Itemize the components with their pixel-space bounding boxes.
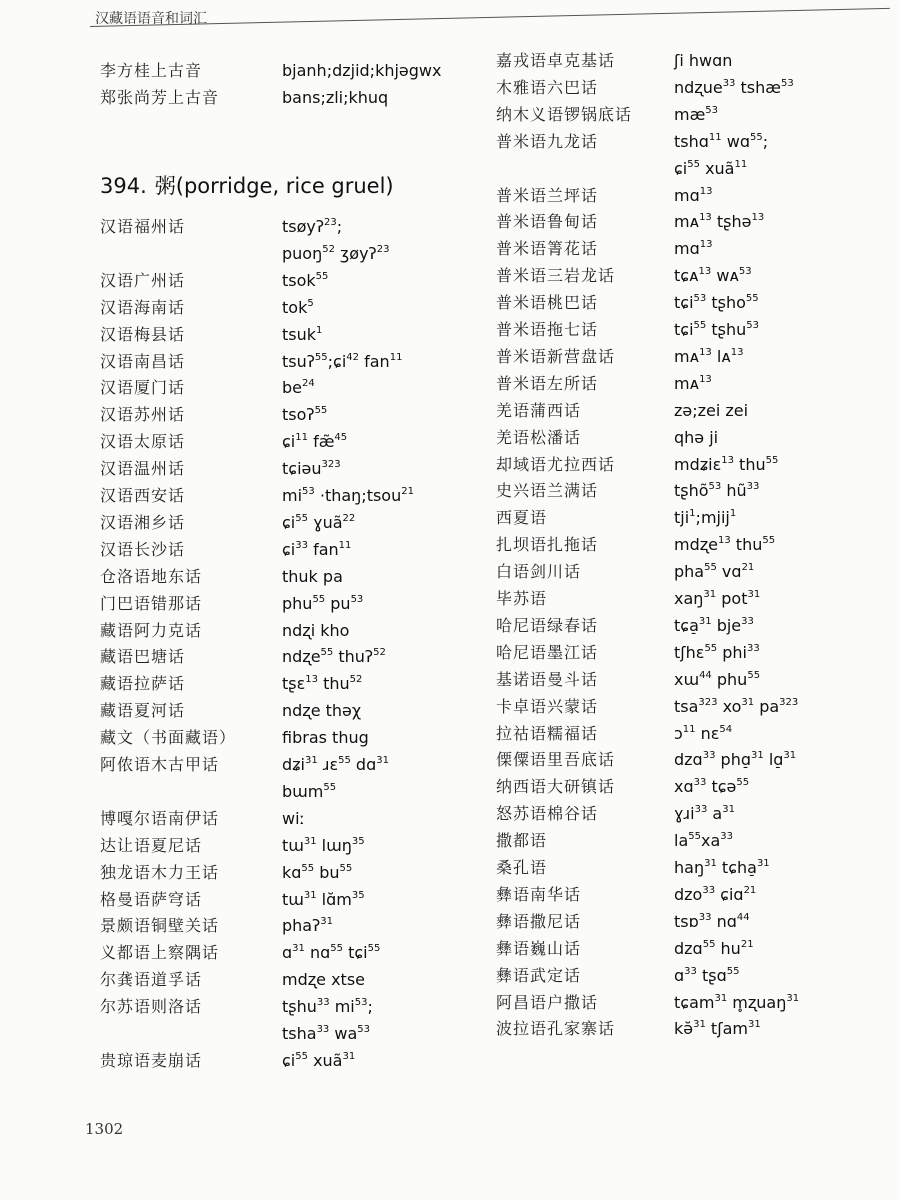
phonetic-form: dʑi$^{31}$ ɹɛ$^{55}$ dɑ$^{31}$ (282, 755, 389, 774)
phonetic-form: ɣɹi$^{33}$ $a^{31}$ (674, 804, 735, 824)
phonetic-form: xɑ$^{33}$ tɕə$^{55}$ (674, 777, 750, 797)
phonetic-form: tɕi$^{55}$ tʂhu$^{53}$ (674, 320, 759, 339)
language-name: 格曼语萨穹话 (100, 889, 203, 909)
phonetic-form: tsok$^{55}$ (282, 270, 329, 290)
phonetic-form: ndʐue$^{33}$ tshæ$^{53}$ (674, 77, 794, 97)
language-name: 彝语武定话 (496, 965, 582, 985)
language-name: 羌语松潘话 (496, 427, 582, 447)
phonetic-form: ɑ$^{33}$ tʂɑ$^{55}$ (674, 965, 740, 985)
phonetic-form: ɑ$^{31}$ nɑ$^{55}$ tɕi$^{55}$ (282, 943, 381, 963)
entry-gloss: 粥(porridge, rice gruel) (154, 174, 394, 198)
phonetic-form: tɕiəu$^{323}$ (282, 459, 341, 479)
language-name: 普米语左所话 (496, 373, 599, 393)
language-name: 普米语三岩龙话 (496, 266, 616, 286)
phonetic-form: mᴀ$^{13}$ tʂhə$^{13}$ (674, 212, 765, 232)
language-name: 哈尼语绿春话 (496, 615, 599, 635)
phonetic-form: haŋ$^{31}$ tɕha̠$^{31}$ (674, 858, 770, 877)
language-name: 拉祜语糯福话 (496, 723, 599, 743)
phonetic-form: fibras thug (282, 728, 369, 748)
phonetic-form: xaŋ$^{31}$ pot$^{31}$ (674, 589, 761, 608)
phonetic-form: pha$^{55}$ vɑ$^{21}$ (674, 562, 755, 582)
language-name: 怒苏语棉谷话 (496, 804, 599, 824)
language-name: 尔龚语道孚话 (100, 970, 203, 990)
phonetic-form: ndʐi kho (282, 620, 350, 640)
language-name: 门巴语错那话 (100, 593, 203, 613)
phonetic-form: bɯm$^{55}$ (282, 781, 337, 801)
language-name: 李方桂上古音 (100, 61, 203, 80)
phonetic-form: ɔ$^{11}$ nɛ$^{54}$ (674, 723, 733, 743)
phonetic-form: kə̆$^{31}$ tʃam$^{31}$ (674, 1019, 761, 1039)
phonetic-form: mɑ$^{13}$ (674, 185, 713, 205)
left-column-top (100, 60, 480, 120)
phonetic-form: wiː (282, 808, 305, 828)
right-column (496, 50, 886, 1060)
phonetic-form: $be^{24}$ (282, 378, 315, 398)
phonetic-form: phaʔ$^{31}$ (282, 916, 333, 936)
phonetic-form: ɕi$^{11}$ fæ̃$^{45}$ (282, 432, 348, 452)
left-column (100, 216, 480, 1096)
phonetic-form: bjanh;dzjid;khjəgwx (282, 61, 442, 80)
phonetic-form: bans;zli;khuq (282, 88, 389, 107)
language-name: 汉语长沙话 (100, 539, 186, 559)
phonetic-form: ɕi$^{55}$ xuã$^{31}$ (282, 1050, 356, 1070)
phonetic-form: tɕi$^{53}$ tʂho$^{55}$ (674, 293, 759, 313)
language-name: 嘉戎语卓克基话 (496, 51, 616, 70)
language-name: 藏文（书面藏语） (100, 728, 237, 748)
phonetic-form: tʂhu$^{33}$ $mi^{53}$; (282, 997, 373, 1017)
language-name: 纳西语大研镇话 (496, 777, 616, 797)
language-name: 藏语巴塘话 (100, 647, 186, 667)
language-name: 藏语拉萨话 (100, 674, 186, 694)
language-name: 汉语梅县话 (100, 324, 186, 344)
language-name: 汉语太原话 (100, 432, 186, 452)
phonetic-form: tsha$^{33}$ $wa^{53}$ (282, 1024, 371, 1043)
phonetic-form: mᴀ$^{13}$ (674, 373, 712, 393)
language-name: 白语剑川话 (496, 562, 582, 582)
phonetic-form: mdʐe xtse (282, 970, 365, 990)
phonetic-form: tʃhɛ$^{55}$ phi$^{33}$ (674, 642, 760, 662)
language-name: 独龙语木力王话 (100, 862, 220, 882)
phonetic-form: $mæ^{53}$ (674, 104, 719, 124)
phonetic-form: $la^{55}xa^{33}$ (674, 831, 733, 851)
language-name: 汉语海南话 (100, 297, 186, 317)
language-name: 普米语箐花话 (496, 239, 599, 259)
entry-title (100, 170, 394, 200)
language-name: 汉语南昌话 (100, 351, 186, 371)
phonetic-form: tsa$^{323}$ $xo^{31}$ $pa^{323}$ (674, 696, 799, 716)
phonetic-form: qhə ji (674, 427, 719, 447)
phonetic-form: tʂhõ$^{53}$ $hũ^{33}$ (674, 481, 760, 501)
language-name: 羌语蒲西话 (496, 400, 582, 420)
language-name: 彝语南华话 (496, 884, 582, 904)
phonetic-form: zə;zei zei (674, 400, 749, 420)
phonetic-form: tsɒ$^{33}$ nɑ$^{44}$ (674, 911, 750, 931)
language-name: 郑张尚芳上古音 (100, 88, 220, 107)
phonetic-form: mdʐe$^{13}$ thu$^{55}$ (674, 535, 776, 555)
language-name: 普米语兰坪话 (496, 185, 599, 205)
language-name: 西夏语 (496, 508, 548, 528)
language-name: 毕苏语 (496, 589, 548, 608)
running-header: 汉藏语语音和词汇 (95, 11, 207, 27)
language-name: 纳木义语锣锅底话 (496, 104, 633, 124)
language-name: 汉语苏州话 (100, 405, 186, 425)
phonetic-form: thuk pa (282, 566, 343, 586)
language-name: 汉语广州话 (100, 270, 186, 290)
phonetic-form: xɯ$^{44}$ phu$^{55}$ (674, 669, 761, 689)
language-name: 傈僳语里吾底话 (496, 750, 616, 770)
phonetic-form: $mi^{53}$ ·thaŋ;tsou$^{21}$ (282, 486, 414, 505)
entry-number: 394. (100, 174, 147, 198)
language-name: 基诺语曼斗话 (496, 669, 599, 689)
phonetic-form: puoŋ$^{52}$ ʒøyʔ$^{23}$ (282, 243, 390, 263)
page-number: 1302 (85, 1120, 124, 1138)
phonetic-form: phu$^{55}$ $pu^{53}$ (282, 593, 364, 613)
phonetic-form: tsøyʔ$^{23}$; (282, 217, 343, 236)
language-name: 仓洛语地东话 (100, 566, 203, 586)
phonetic-form: tɕa̠$^{31}$ bje$^{33}$ (674, 615, 754, 635)
header-rule (90, 8, 890, 27)
language-name: 阿昌语户撒话 (496, 992, 599, 1012)
phonetic-form: ɕi$^{55}$ xuã$^{11}$ (674, 158, 748, 178)
language-name: 普米语桃巴话 (496, 293, 599, 313)
phonetic-form: tshɑ$^{11}$ wɑ$^{55}$; (674, 131, 769, 151)
phonetic-form: kɑ$^{55}$ $bu^{55}$ (282, 862, 353, 882)
language-name: 汉语西安话 (100, 486, 186, 505)
phonetic-form: tɕᴀ$^{13}$ wᴀ$^{53}$ (674, 266, 752, 286)
language-name: 藏语阿力克话 (100, 620, 203, 640)
phonetic-form: tok$^5$ (282, 297, 314, 317)
phonetic-form: tsuʔ$^{55}$;ɕi$^{42}$ fan$^{11}$ (282, 351, 403, 371)
language-name: 普米语拖七话 (496, 320, 599, 339)
language-name: 木雅语六巴话 (496, 77, 599, 97)
phonetic-form: mdʑiɛ$^{13}$ thu$^{55}$ (674, 454, 779, 474)
language-name: 义都语上察隅话 (100, 943, 220, 963)
language-name: 波拉语孔家寨话 (496, 1019, 616, 1039)
phonetic-form: mɑ$^{13}$ (674, 239, 713, 259)
language-name: 桑孔语 (496, 858, 548, 877)
language-name: 藏语夏河话 (100, 701, 186, 721)
language-name: 史兴语兰满话 (496, 481, 599, 501)
language-name: 汉语温州话 (100, 459, 186, 479)
language-name: 彝语撒尼话 (496, 911, 582, 931)
language-name: 汉语福州话 (100, 217, 186, 236)
language-name: 景颇语铜壁关话 (100, 916, 220, 936)
phonetic-form: ndʐe$^{55}$ thuʔ$^{52}$ (282, 647, 386, 667)
language-name: 普米语鲁甸话 (496, 212, 599, 232)
language-name: 却域语尤拉西话 (496, 454, 616, 474)
phonetic-form: tɯ$^{31}$ $lɑ̆m^{35}$ (282, 889, 365, 909)
phonetic-form: ʃi hwɑn (674, 51, 733, 70)
phonetic-form: ɕi$^{33}$ fan$^{11}$ (282, 539, 352, 559)
language-name: 扎坝语扎拖话 (496, 535, 599, 555)
language-name: 普米语九龙话 (496, 131, 599, 151)
phonetic-form: tsuk$^1$ (282, 324, 323, 344)
phonetic-form: dzo$^{33}$ ɕiɑ$^{21}$ (674, 884, 757, 904)
phonetic-form: dzɑ$^{55}$ $hu^{21}$ (674, 938, 754, 958)
language-name: 贵琼语麦崩话 (100, 1050, 203, 1070)
language-name: 撒都语 (496, 831, 548, 851)
phonetic-form: tsoʔ$^{55}$ (282, 405, 328, 425)
phonetic-form: tɕam$^{31}$ m̥ʐuaŋ$^{31}$ (674, 992, 800, 1012)
phonetic-form: ɕi$^{55}$ ɣuã$^{22}$ (282, 512, 356, 532)
language-name: 彝语巍山话 (496, 938, 582, 958)
language-name: 卡卓语兴蒙话 (496, 696, 599, 716)
phonetic-form: tji$^1$;mjij$^1$ (674, 508, 737, 528)
language-name: 阿侬语木古甲话 (100, 755, 220, 774)
language-name: 尔苏语则洛话 (100, 997, 203, 1017)
language-name: 汉语湘乡话 (100, 512, 186, 532)
language-name: 普米语新营盘话 (496, 346, 616, 366)
language-name: 汉语厦门话 (100, 378, 186, 398)
language-name: 达让语夏尼话 (100, 835, 203, 855)
phonetic-form: dzɑ$^{33}$ phɑ̠$^{31}$ lɑ̠$^{31}$ (674, 750, 797, 770)
language-name: 哈尼语墨江话 (496, 642, 599, 662)
phonetic-form: tʂɛ$^{13}$ thu$^{52}$ (282, 674, 363, 694)
language-name: 博嘎尔语南伊话 (100, 808, 220, 828)
phonetic-form: mᴀ$^{13}$ lᴀ$^{13}$ (674, 346, 744, 366)
phonetic-form: tɯ$^{31}$ lɯŋ$^{35}$ (282, 835, 365, 855)
phonetic-form: ndʐe thəχ (282, 701, 362, 721)
